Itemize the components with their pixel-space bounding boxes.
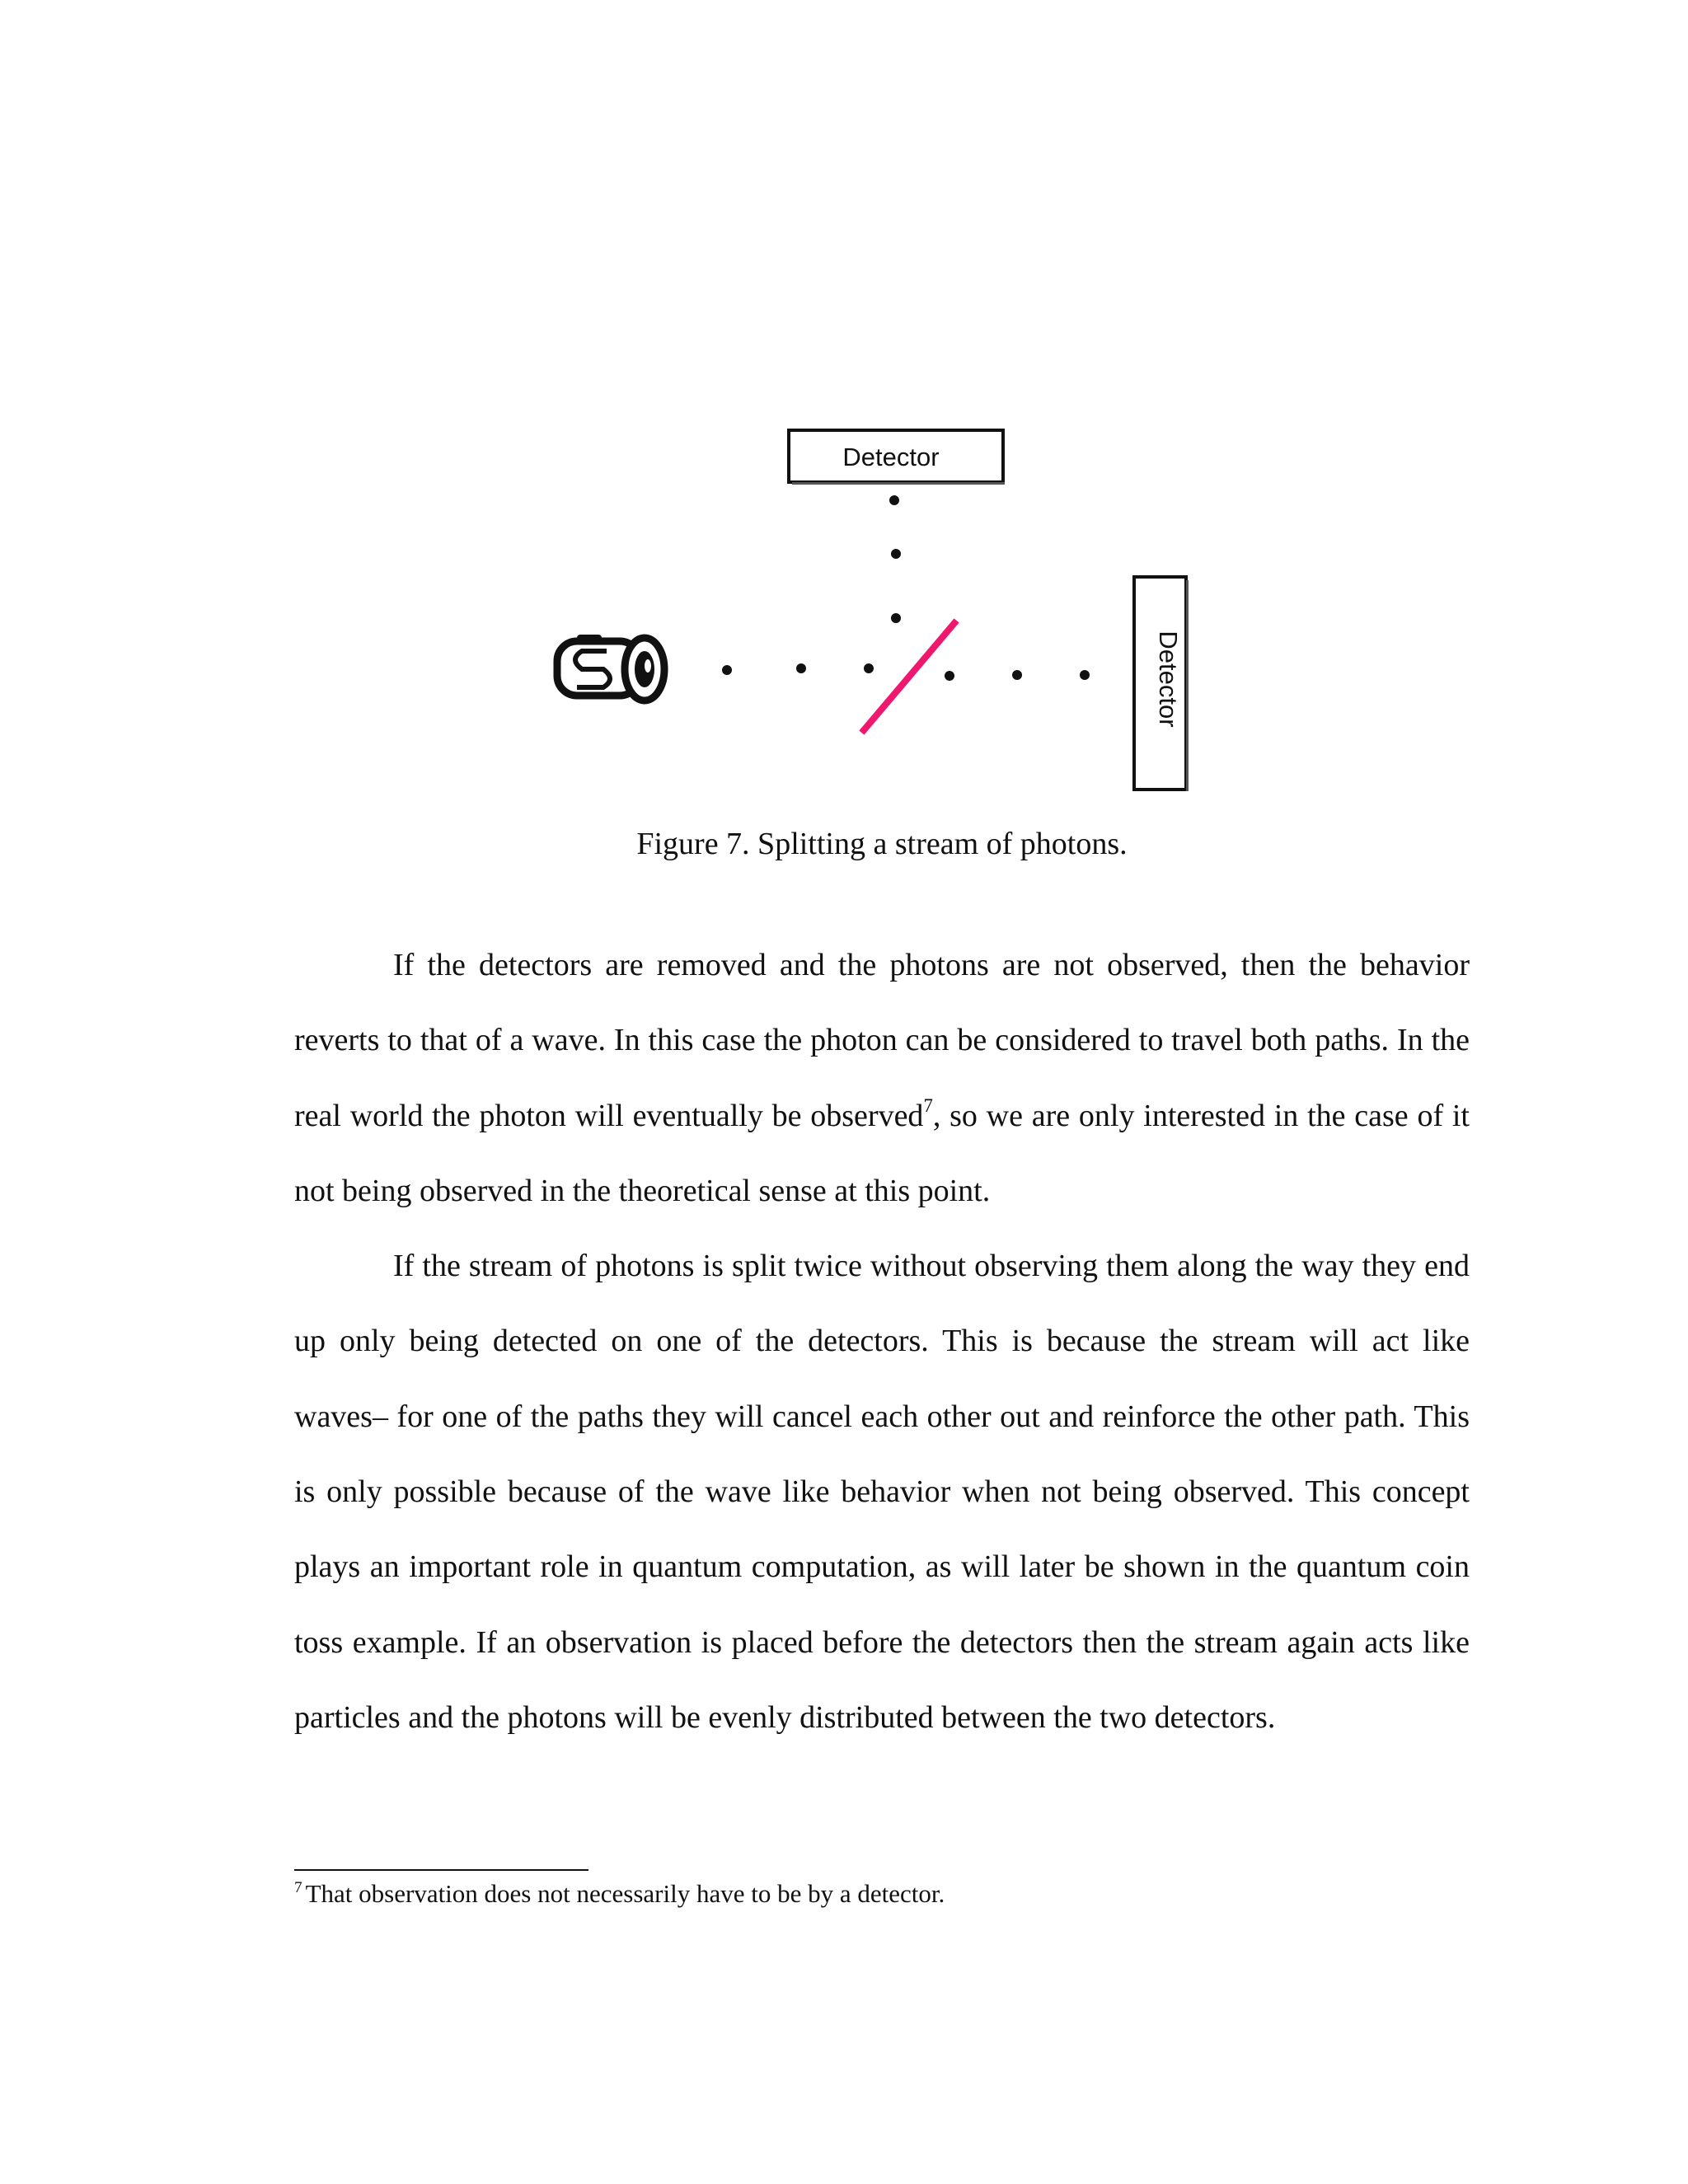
footnote-reference[interactable]: 7 <box>923 1094 933 1116</box>
footnote-text: That observation does not necessarily have to be by a detector. <box>305 1879 945 1908</box>
footnote <box>294 1877 1470 1910</box>
footnote-number: 7 <box>294 1879 302 1897</box>
photon-splitting-figure <box>0 0 1688 824</box>
body-text <box>294 928 1470 1755</box>
top-detector-label: Detector <box>842 443 940 471</box>
top-detector <box>789 430 1005 485</box>
photon-dot <box>796 663 806 673</box>
photon-dot <box>864 663 874 673</box>
photon-dot <box>1012 670 1022 680</box>
footnote-divider <box>294 1869 588 1871</box>
photon-dot <box>722 665 732 675</box>
paragraph-2: If the stream of photons is split twice without observing them along the way they end up only being detected on one of the detectors. This is because the stream will act like waves– for one of the paths they will cancel each other out and reinforce the other path. This is only possible because of the wave like behavior when not being observed. This concept plays an important role in quantum computation, as will later be shown in the quantum coin toss example. If an observation is placed before the detectors then the stream again acts like particles and the photons will be evenly distributed between the two detectors. <box>294 1249 1470 1735</box>
photon-dot <box>889 495 899 505</box>
figure-caption: Figure 7. Splitting a stream of photons. <box>636 827 1128 861</box>
photon-dot <box>891 549 901 559</box>
paragraph-1-main: If the detectors are removed and the photons are not observed, then the behavior reverts to that of a wave. In this case the photon can be considered to travel both paths. In the real world the photon will eventually be observed <box>294 948 1470 1133</box>
photon-dot <box>1080 670 1090 680</box>
paragraph-1-rest: , so we are only interested in the case of it not being observed in the theoretical sense at this point. <box>294 1098 1470 1208</box>
right-detector <box>1134 577 1189 791</box>
beam-splitter <box>864 623 954 730</box>
paragraph-1 <box>294 928 1470 1229</box>
photon-dot <box>891 613 901 623</box>
photon-dot <box>945 671 954 681</box>
right-detector-label: Detector <box>1154 630 1183 728</box>
camera-light-source-icon <box>557 635 664 701</box>
